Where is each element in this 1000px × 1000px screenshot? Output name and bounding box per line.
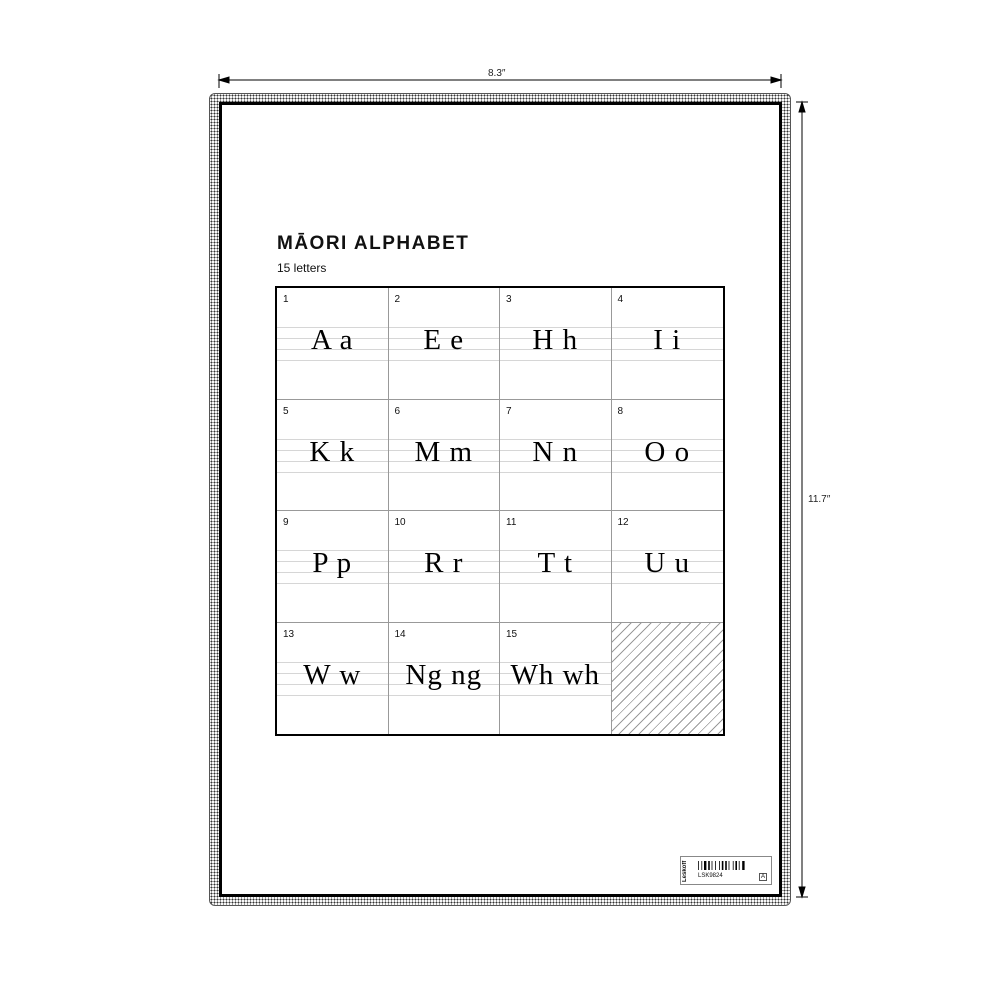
letter-cell xyxy=(277,288,389,400)
barcode-bar xyxy=(729,861,730,870)
barcode-icon xyxy=(698,861,754,870)
guide-line xyxy=(612,472,724,473)
barcode-bar xyxy=(698,861,699,870)
barcode-bar xyxy=(701,861,702,870)
guide-line xyxy=(500,472,611,473)
guide-line xyxy=(389,695,500,696)
product-code: LSK9824 xyxy=(698,873,723,879)
letter-pair: N n xyxy=(532,435,579,468)
guide-line xyxy=(277,583,388,584)
letter-pair: P p xyxy=(312,547,353,579)
barcode-bar xyxy=(715,861,716,870)
letter-number: 3 xyxy=(506,294,512,305)
guide-line xyxy=(612,360,724,361)
letter-number: 5 xyxy=(283,405,289,417)
letter-cell xyxy=(612,511,724,623)
guide-line xyxy=(389,472,500,473)
barcode-bar xyxy=(708,861,710,870)
size-badge: A xyxy=(760,874,765,880)
letter-pair: R r xyxy=(424,547,464,579)
letter-number: 14 xyxy=(394,628,406,640)
letter-number: 2 xyxy=(394,294,401,305)
guide-line xyxy=(500,695,611,696)
letter-pair: I i xyxy=(653,324,682,356)
barcode-bar xyxy=(733,861,734,870)
barcode-bar xyxy=(719,861,720,870)
product-label xyxy=(680,856,772,885)
brand-name: Leskoff xyxy=(682,860,688,882)
letter-number: 12 xyxy=(617,517,629,528)
barcode-bar xyxy=(725,861,727,870)
letter-pair: T t xyxy=(537,547,573,579)
barcode-bar xyxy=(722,861,724,870)
letter-number: 13 xyxy=(283,628,295,640)
guide-line xyxy=(389,360,500,361)
letter-number: 10 xyxy=(394,517,406,528)
letter-number: 6 xyxy=(394,405,401,417)
letter-pair: H h xyxy=(532,324,579,356)
guide-line xyxy=(389,583,500,584)
letter-number: 1 xyxy=(283,294,289,305)
letter-cell xyxy=(389,623,501,735)
letter-cell xyxy=(500,623,612,735)
letter-cell xyxy=(277,400,389,512)
barcode-bar xyxy=(735,861,737,870)
letter-cell xyxy=(389,288,501,400)
letter-number: 11 xyxy=(506,517,517,528)
guide-line xyxy=(500,360,611,361)
guide-line xyxy=(277,360,388,361)
letter-number: 9 xyxy=(283,517,289,528)
letter-cell xyxy=(389,400,501,512)
letter-number: 7 xyxy=(506,405,512,417)
barcode-bar xyxy=(742,861,744,870)
letter-number: 8 xyxy=(617,405,624,417)
letter-pair: Wh wh xyxy=(510,658,601,691)
letter-number: 15 xyxy=(506,628,518,640)
height-dimension-label: 11.7″ xyxy=(808,494,831,505)
barcode-bar xyxy=(704,861,706,870)
guide-line xyxy=(277,695,388,696)
letter-pair: M m xyxy=(414,435,474,468)
letter-cell xyxy=(389,511,501,623)
letter-cell xyxy=(612,288,724,400)
letter-number: 4 xyxy=(617,294,624,305)
guide-line xyxy=(500,583,611,584)
letter-pair: Ng ng xyxy=(405,658,483,691)
letter-cell xyxy=(277,623,389,735)
letter-pair: W w xyxy=(303,658,362,691)
letter-pair: U u xyxy=(644,547,691,579)
barcode-bar xyxy=(712,861,713,870)
letter-pair: E e xyxy=(423,324,465,356)
letter-pair: A a xyxy=(311,324,354,356)
letter-cell xyxy=(612,400,724,512)
guide-line xyxy=(277,472,388,473)
poster-subtitle: 15 letters xyxy=(277,261,327,275)
letter-cell xyxy=(500,511,612,623)
letter-cell xyxy=(277,511,389,623)
guide-line xyxy=(612,583,724,584)
letter-pair: O o xyxy=(644,435,691,468)
letter-pair: K k xyxy=(309,435,356,468)
letter-cell xyxy=(500,288,612,400)
letter-cell xyxy=(500,400,612,512)
alphabet-grid xyxy=(275,286,725,736)
poster-title: MĀORI ALPHABET xyxy=(277,233,470,254)
empty-hatched-cell xyxy=(612,623,724,735)
width-dimension-label: 8.3″ xyxy=(488,68,506,79)
barcode-bar xyxy=(739,861,740,870)
